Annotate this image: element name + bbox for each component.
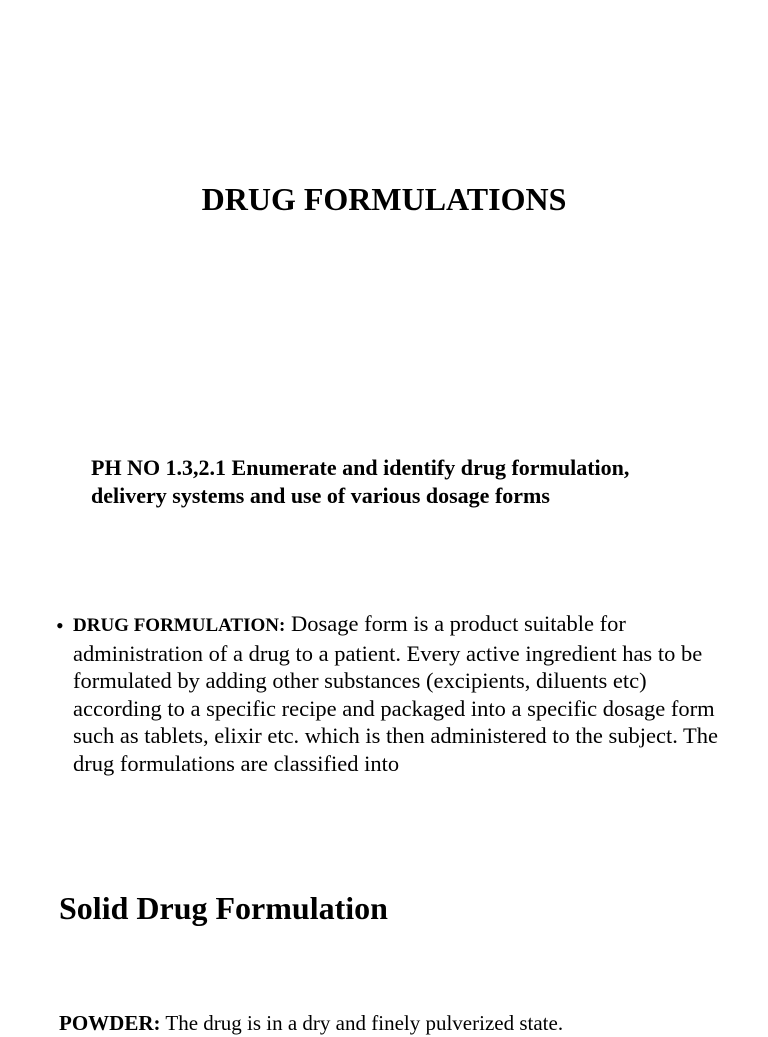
learning-objective: PH NO 1.3,2.1 Enumerate and identify drug formulation, delivery systems and use of various dosage forms xyxy=(91,455,630,508)
powder-term: POWDER: xyxy=(59,1011,161,1035)
bullet-paragraph xyxy=(73,610,726,777)
bullet-body: Dosage form is a product suitable for administration of a drug to a patient. Every active ingredient has to be formulated by adding other substances (excipients, diluents etc) according to a specific recipe and packaged into a specific dosage form such as tablets, elixir etc. which is then administered to the subject. The drug formulations are classified into xyxy=(73,611,719,776)
page-title: DRUG FORMULATIONS xyxy=(201,181,567,217)
powder-body: The drug is in a dry and finely pulverized state. xyxy=(160,1011,564,1035)
bullet-marker: • xyxy=(56,613,64,638)
bullet-item-drug-formulation xyxy=(56,610,726,777)
bullet-term: DRUG FORMULATION: xyxy=(73,615,286,636)
section-heading: Solid Drug Formulation xyxy=(59,890,388,926)
